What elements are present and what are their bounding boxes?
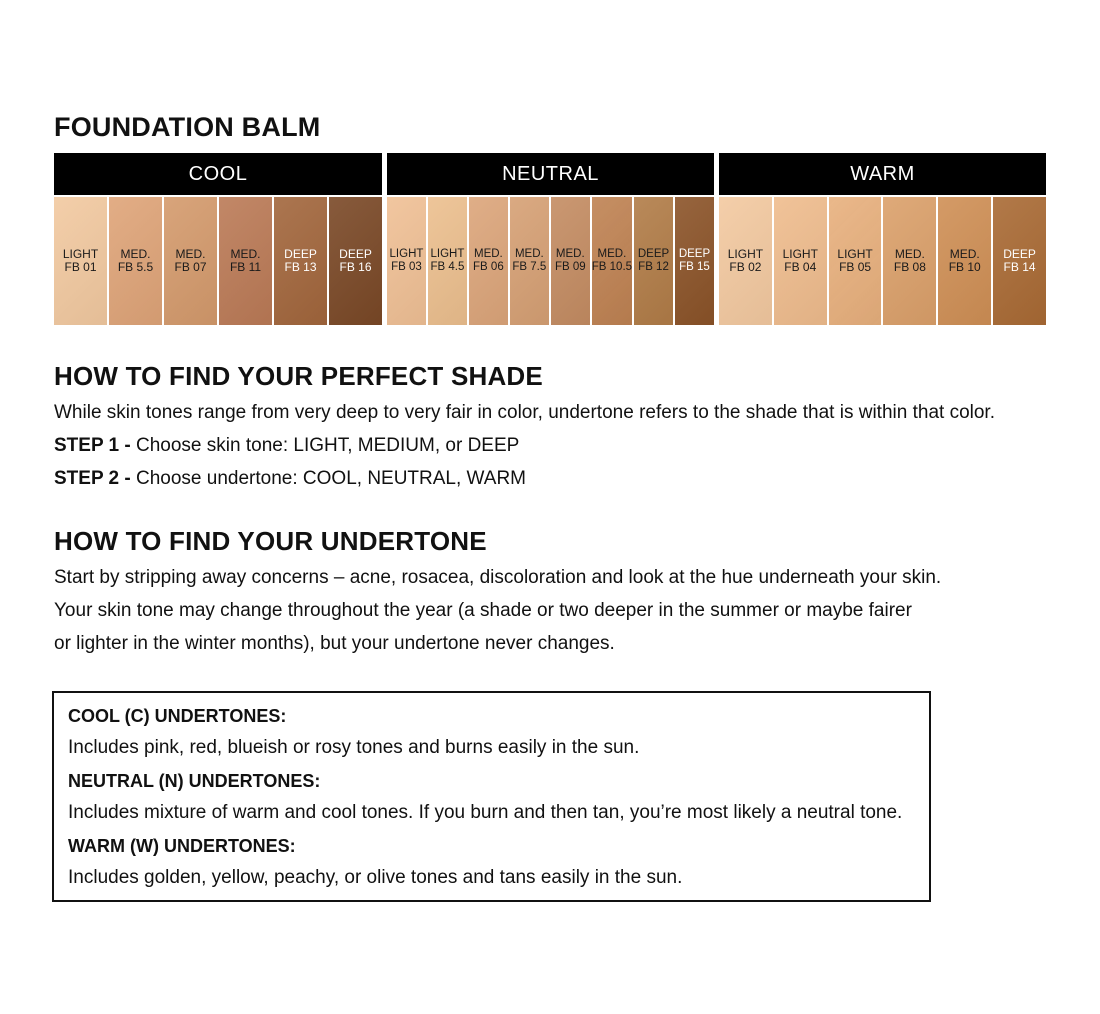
- shade-tone: MED.: [230, 247, 261, 261]
- shade-swatch: [634, 197, 673, 325]
- step-2: [54, 468, 526, 490]
- shade-tone: MED.: [949, 247, 980, 261]
- step-1-label: STEP 1 -: [54, 435, 131, 456]
- shade-code: FB 16: [339, 260, 372, 274]
- shade-tone: MED.: [597, 248, 627, 260]
- shade-swatch: [164, 197, 217, 325]
- shade-code: FB 10: [948, 260, 981, 274]
- undertone-line-2: Your skin tone may change throughout the year (a shade or two deeper in the summer or maybe fairer: [54, 600, 912, 621]
- shade-tone: DEEP: [1003, 247, 1036, 261]
- shade-swatch: [883, 197, 936, 325]
- warm-undertone-desc: Includes golden, yellow, peachy, or olive tones and tans easily in the sun.: [68, 867, 683, 888]
- shade-tone: LIGHT: [727, 247, 764, 261]
- cool-undertone-label: COOL (C) UNDERTONES:: [68, 706, 287, 726]
- shade-code: FB 02: [729, 260, 762, 274]
- neutral-undertone-label: NEUTRAL (N) UNDERTONES:: [68, 771, 321, 791]
- shade-code: FB 03: [391, 261, 422, 273]
- shade-swatch: [675, 197, 714, 325]
- swatch-row: [54, 197, 382, 325]
- shade-swatch: [469, 197, 508, 325]
- shade-code: FB 12: [638, 261, 669, 273]
- shade-tone: DEEP: [284, 247, 317, 261]
- group-header-cool: COOL: [54, 153, 382, 195]
- shade-tone: LIGHT: [389, 248, 424, 260]
- swatch-row: [719, 197, 1046, 325]
- shade-code: FB 01: [64, 260, 97, 274]
- shade-swatch: [774, 197, 827, 325]
- shade-swatch: [428, 197, 467, 325]
- shade-tone: MED.: [474, 248, 503, 260]
- undertone-types-box: [52, 691, 931, 902]
- shade-tone: LIGHT: [430, 248, 465, 260]
- shade-tone: MED.: [120, 247, 151, 261]
- shade-swatch: [829, 197, 882, 325]
- shade-group-cool: [54, 153, 382, 325]
- undertone-heading: HOW TO FIND YOUR UNDERTONE: [54, 526, 487, 556]
- shade-swatch: [387, 197, 426, 325]
- shade-swatch: [274, 197, 327, 325]
- shade-code: FB 06: [473, 261, 504, 273]
- shade-code: FB 09: [554, 261, 586, 273]
- shade-swatch: [993, 197, 1046, 325]
- shade-tone: MED.: [514, 248, 544, 260]
- shade-code: FB 05: [839, 260, 872, 274]
- step-1: [54, 435, 519, 457]
- shade-tone: MED.: [175, 247, 206, 261]
- shade-group-neutral: [387, 153, 714, 325]
- cool-undertone-desc: Includes pink, red, blueish or rosy tones and burns easily in the sun.: [68, 737, 640, 758]
- shade-swatch: [551, 197, 590, 325]
- shade-tone: DEEP: [637, 248, 670, 260]
- shade-swatch: [510, 197, 549, 325]
- swatch-row: [387, 197, 714, 325]
- shade-chart: [54, 153, 1046, 325]
- warm-undertone-label: WARM (W) UNDERTONES:: [68, 836, 296, 856]
- perfect-shade-intro: While skin tones range from very deep to very fair in color, undertone refers to the shade that is within that color.: [54, 402, 995, 423]
- shade-code: FB 14: [1003, 260, 1036, 274]
- shade-code: FB 15: [679, 261, 710, 273]
- shade-swatch: [938, 197, 991, 325]
- shade-tone: LIGHT: [62, 247, 99, 261]
- shade-code: FB 10.5: [591, 261, 633, 273]
- shade-swatch: [54, 197, 107, 325]
- group-header-neutral: NEUTRAL: [387, 153, 714, 195]
- shade-code: FB 13: [284, 260, 317, 274]
- page-title: FOUNDATION BALM: [54, 112, 321, 142]
- shade-code: FB 7.5: [512, 261, 547, 273]
- shade-swatch: [719, 197, 772, 325]
- shade-tone: MED.: [555, 248, 585, 260]
- shade-code: FB 4.5: [430, 261, 465, 273]
- shade-tone: DEEP: [339, 247, 372, 261]
- undertone-line-3: or lighter in the winter months), but your undertone never changes.: [54, 633, 615, 654]
- shade-code: FB 07: [174, 260, 207, 274]
- group-header-warm: WARM: [719, 153, 1046, 195]
- neutral-undertone-desc: Includes mixture of warm and cool tones. If you burn and then tan, you’re most likely a neutral tone.: [68, 802, 903, 823]
- shade-code: FB 11: [229, 260, 262, 274]
- shade-swatch: [219, 197, 272, 325]
- shade-tone: MED.: [894, 247, 925, 261]
- shade-swatch: [329, 197, 382, 325]
- shade-swatch: [109, 197, 162, 325]
- step-1-text: Choose skin tone: LIGHT, MEDIUM, or DEEP: [130, 435, 520, 456]
- perfect-shade-heading: HOW TO FIND YOUR PERFECT SHADE: [54, 361, 543, 391]
- step-2-text: Choose undertone: COOL, NEUTRAL, WARM: [130, 468, 527, 489]
- shade-swatch: [592, 197, 632, 325]
- shade-code: FB 04: [784, 260, 817, 274]
- shade-tone: LIGHT: [837, 247, 873, 261]
- shade-tone: LIGHT: [782, 247, 818, 261]
- shade-tone: DEEP: [678, 248, 711, 260]
- step-2-label: STEP 2 -: [54, 468, 131, 489]
- shade-code: FB 08: [893, 260, 926, 274]
- shade-code: FB 5.5: [117, 260, 154, 274]
- shade-group-warm: [719, 153, 1046, 325]
- undertone-line-1: Start by stripping away concerns – acne, rosacea, discoloration and look at the hue underneath your skin.: [54, 567, 942, 588]
